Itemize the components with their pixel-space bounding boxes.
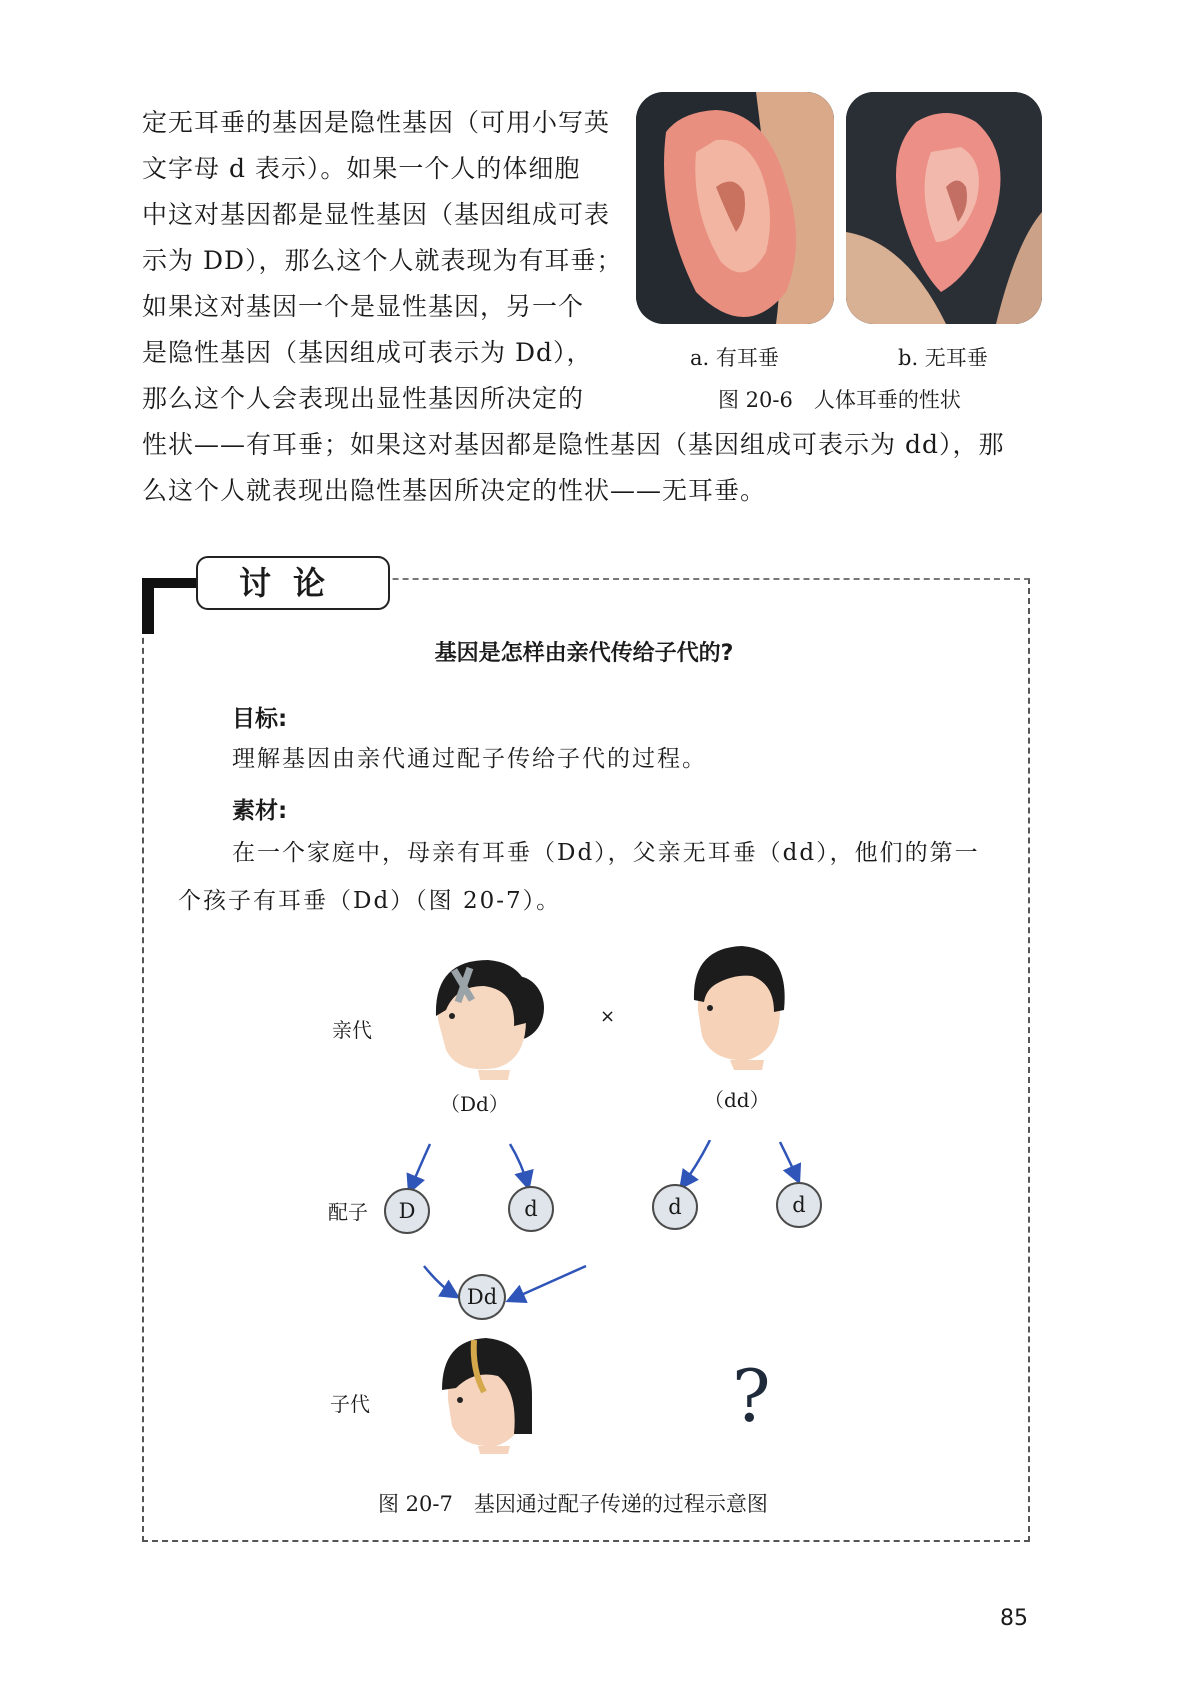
caption-b: b. 无耳垂 — [898, 346, 988, 370]
gamete-mother-d: d — [508, 1186, 554, 1232]
caption-a: a. 有耳垂 — [690, 346, 779, 370]
parent-label: 亲代 — [332, 1018, 372, 1042]
material-line-2: 个孩子有耳垂（Dd）（图 20-7）。 — [178, 888, 562, 914]
body-line-5: 如果这对基因一个是显性基因，另一个 — [142, 292, 585, 321]
offspring-label: 子代 — [330, 1392, 370, 1416]
zygote-Dd: Dd — [458, 1274, 506, 1320]
body-line-8: 性状——有耳垂；如果这对基因都是隐性基因（基因组成可表示为 dd），那 — [142, 430, 1005, 459]
figure-20-7-title: 图 20-7 基因通过配子传递的过程示意图 — [378, 1492, 768, 1516]
discussion-tab: 讨论 — [196, 556, 390, 610]
mother-genotype: （Dd） — [440, 1092, 509, 1116]
body-line-2: 文字母 d 表示）。如果一个人的体细胞 — [142, 154, 581, 183]
goal-heading: 目标: — [232, 706, 288, 732]
material-heading: 素材: — [232, 798, 288, 824]
arrows-to-gametes — [380, 1140, 820, 1210]
body-line-1: 定无耳垂的基因是隐性基因（可用小写英 — [142, 108, 611, 137]
body-line-9: 么这个人就表现出隐性基因所决定的性状——无耳垂。 — [142, 476, 767, 505]
figure-20-6-title: 图 20-6 人体耳垂的性状 — [718, 388, 961, 412]
mother-head-illustration — [418, 950, 548, 1080]
body-line-7: 那么这个人会表现出显性基因所决定的 — [142, 384, 585, 413]
goal-text: 理解基因由亲代通过配子传给子代的过程。 — [232, 746, 707, 772]
discussion-question: 基因是怎样由亲代传给子代的? — [434, 641, 734, 666]
body-line-6: 是隐性基因（基因组成可表示为 Dd）， — [142, 338, 593, 367]
cross-symbol: × — [600, 1006, 616, 1027]
child-head-illustration — [428, 1334, 538, 1454]
father-head-illustration — [676, 940, 796, 1070]
gamete-label: 配子 — [328, 1200, 368, 1224]
ear-photo-without-lobe — [846, 92, 1042, 324]
material-line-1: 在一个家庭中，母亲有耳垂（Dd），父亲无耳垂（dd），他们的第一 — [232, 840, 980, 866]
gamete-father-d-2: d — [776, 1182, 822, 1228]
page-number: 85 — [1000, 1606, 1028, 1631]
gamete-father-d-1: d — [652, 1184, 698, 1230]
discussion-corner-mark-top — [142, 578, 198, 588]
ear-photo-with-lobe — [636, 92, 834, 324]
father-genotype: （dd） — [704, 1088, 770, 1112]
unknown-offspring: ? — [732, 1354, 771, 1438]
body-line-4: 示为 DD），那么这个人就表现为有耳垂； — [142, 246, 623, 275]
body-line-3: 中这对基因都是显性基因（基因组成可表 — [142, 200, 611, 229]
ear-without-lobe-illustration — [846, 92, 1042, 324]
gamete-mother-D: D — [384, 1188, 430, 1234]
arrows-to-zygote — [410, 1256, 600, 1316]
ear-with-lobe-illustration — [636, 92, 834, 324]
